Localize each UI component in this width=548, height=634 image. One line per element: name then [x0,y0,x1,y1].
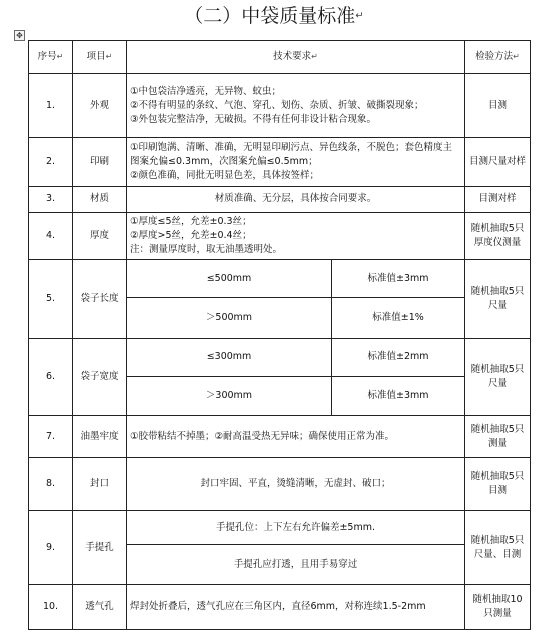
table-row [29,212,531,260]
table-row [29,416,531,458]
row-tech: 焊封处折叠后，透气孔应在三角区内，直径6mm，对称连续1.5-2mm [127,585,465,630]
row-method: 随机抽取5只尺量 [465,338,531,415]
row-tolerance: 标准值±3mm [332,260,465,298]
table-row [29,458,531,511]
table-row [29,511,531,545]
header-item: 项目↵ [73,41,127,74]
row-tech: ①印刷饱满、清晰、准确，无明显印刷污点、异色线条，不脱色；套色精度主图案允偏≤0.3mm，次图案允偏≤0.5mm； ②颜色准确，同批无明显色差，具体按签样； [127,138,465,187]
row-method: 目测对样 [465,186,531,212]
header-method: 检验方法↵ [465,41,531,74]
paragraph-mark-icon: ↵ [355,10,364,22]
row-no: 9. [29,511,73,585]
row-item: 外观 [73,74,127,138]
row-condition: ＞300mm [127,376,332,415]
row-item: 手提孔 [73,511,127,585]
row-no: 1. [29,74,73,138]
row-tolerance: 标准值±2mm [332,338,465,376]
row-no: 7. [29,416,73,458]
row-no: 4. [29,212,73,260]
row-method: 随机抽取5只测量 [465,416,531,458]
row-item: 印刷 [73,138,127,187]
row-method: 随机抽取5只目测 [465,458,531,511]
row-tech: ①厚度≤5丝，允差±0.3丝； ②厚度>5丝，允差±0.4丝； 注：测量厚度时，取无油墨透明处。 [127,212,465,260]
row-item: 油墨牢度 [73,416,127,458]
row-no: 5. [29,260,73,339]
header-tech: 技术要求↵ [127,41,465,74]
row-method: 随机抽取10只测量 [465,585,531,630]
row-tech: ①中包袋洁净透亮，无异物、蚊虫； ②不得有明显的条纹、气泡、穿孔、划伤、杂质、折皱、破撕裂现象； ③外包装完整洁净，无破损。不得有任何非设计粘合现象。 [127,74,465,138]
row-tech: ①胶带粘结不掉墨；②耐高温受热无异味；确保使用正常为准。 [127,416,465,458]
table-row [29,585,531,630]
quality-standard-table [28,40,531,630]
row-tech: 材质准确、无分层，具体按合同要求。 [127,186,465,212]
table-move-handle-icon[interactable]: ✥ [14,30,25,41]
row-tech: 手提孔应打透，且用手易穿过 [127,545,465,585]
row-item: 厚度 [73,212,127,260]
table-row [29,74,531,138]
row-tech: 手提孔位：上下左右允许偏差±5mm. [127,511,465,545]
header-no: 序号↵ [29,41,73,74]
row-no: 3. [29,186,73,212]
row-no: 10. [29,585,73,630]
row-item: 材质 [73,186,127,212]
title-text: （二）中袋质量标准 [184,5,356,27]
row-condition: ≤500mm [127,260,332,298]
row-item: 袋子宽度 [73,338,127,415]
page-title [0,2,548,30]
row-no: 6. [29,338,73,415]
row-no: 2. [29,138,73,187]
row-method: 目测 [465,74,531,138]
row-item: 透气孔 [73,585,127,630]
table-row [29,186,531,212]
row-method: 目测尺量对样 [465,138,531,187]
row-item: 袋子长度 [73,260,127,339]
row-tolerance: 标准值±1% [332,298,465,338]
row-condition: ＞500mm [127,298,332,338]
row-tech: 封口牢固、平直，烫缝清晰，无虚封、破口； [127,458,465,511]
table-header-row [29,41,531,74]
table-row [29,338,531,376]
row-condition: ≤300mm [127,338,332,376]
row-no: 8. [29,458,73,511]
table-row [29,138,531,187]
row-tolerance: 标准值±3mm [332,376,465,415]
table-row [29,260,531,298]
row-method: 随机抽取5只尺量、目测 [465,511,531,585]
row-item: 封口 [73,458,127,511]
row-method: 随机抽取5只尺量 [465,260,531,339]
row-method: 随机抽取5只厚度仪测量 [465,212,531,260]
